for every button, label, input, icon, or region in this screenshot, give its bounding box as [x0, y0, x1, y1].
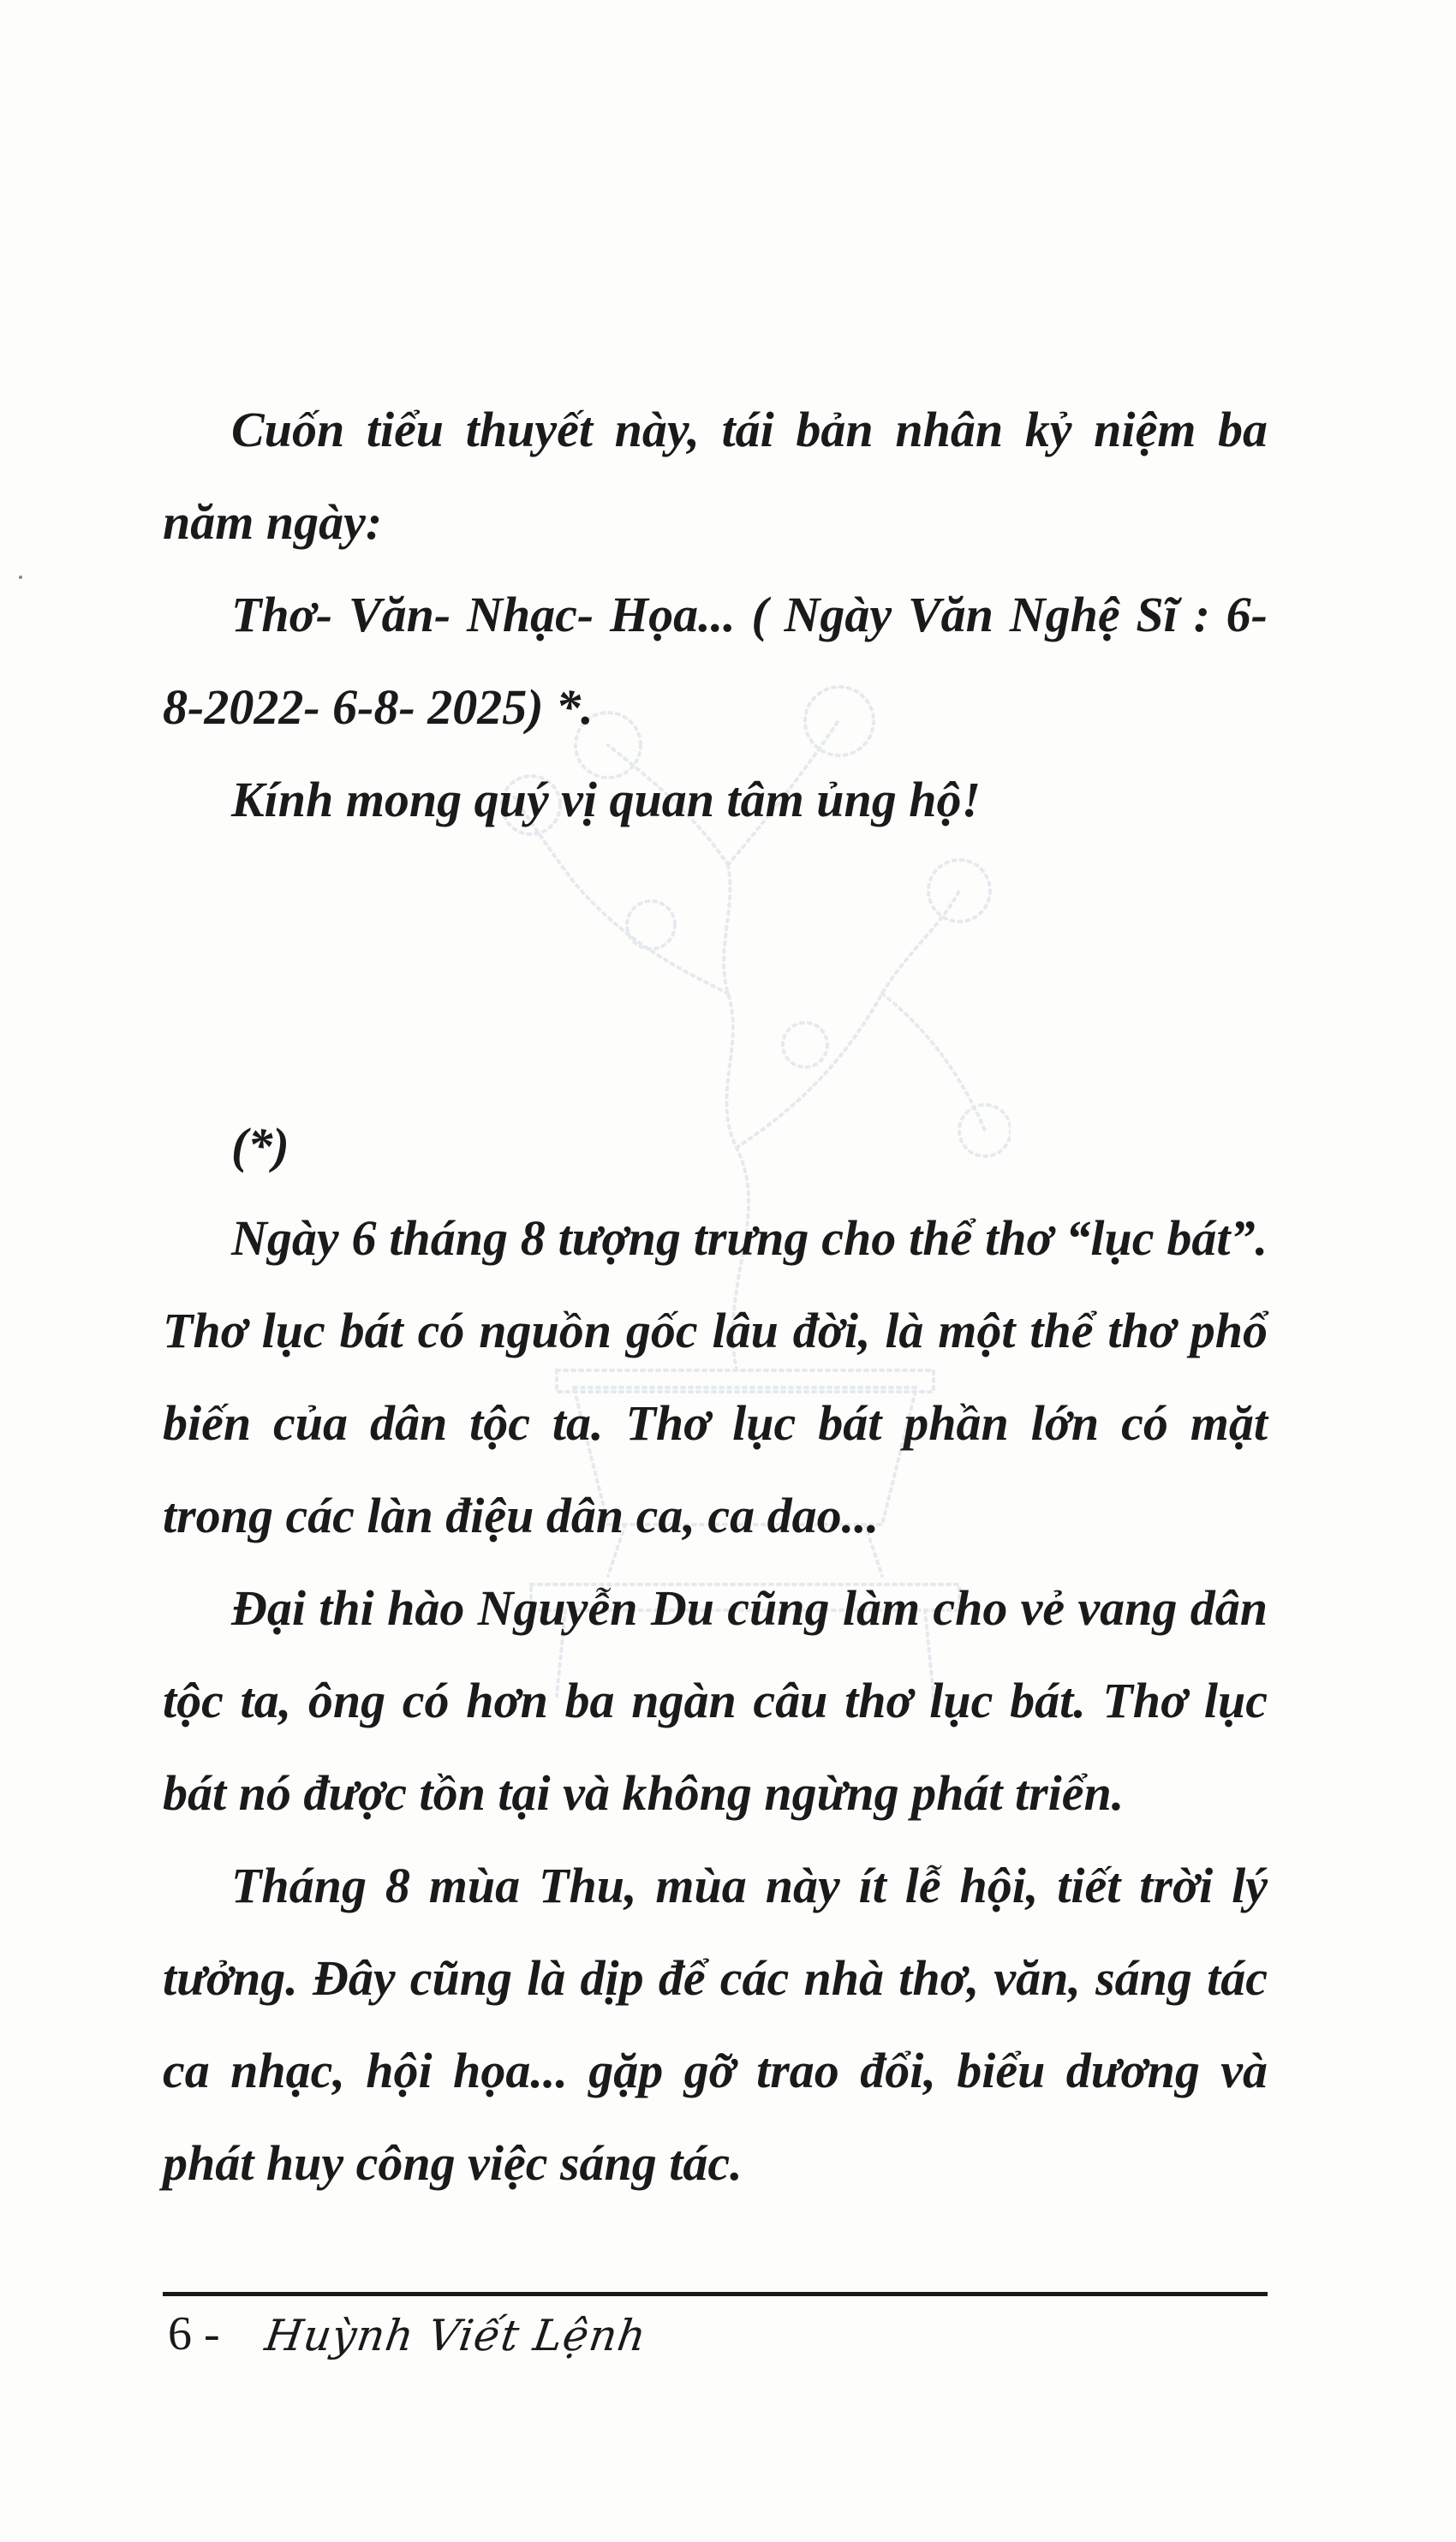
footnote-marker: (*) [231, 1118, 289, 1173]
footer-divider [163, 2292, 1268, 2296]
dedication-section [163, 384, 1268, 846]
footnote-section [163, 1100, 1268, 2210]
footnote-paragraph: Ngày 6 tháng 8 tượng trưng cho thể thơ “lục bát”. Thơ lục bát có nguồn gốc lâu đời, là một thể thơ phổ biến của dân tộc ta. Thơ lục bát phần lớn có mặt trong các làn điệu dân ca, ca dao... [163, 1210, 1268, 1543]
footnote-paragraph: Tháng 8 mùa Thu, mùa này ít lễ hội, tiết trời lý tưởng. Đây cũng là dịp để các nhà thơ, văn, sáng tác ca nhạc, hội họa... gặp gỡ trao đổi, biểu dương và phát huy công việc sáng tác. [163, 1858, 1268, 2191]
dedication-paragraph: Cuốn tiểu thuyết này, tái bản nhân kỷ niệm ba năm ngày: [163, 402, 1268, 550]
page-number: 6 - [168, 2307, 220, 2360]
dedication-paragraph: Kính mong quý vị quan tâm ủng hộ! [231, 772, 982, 827]
footnote-paragraph: Đại thi hào Nguyễn Du cũng làm cho vẻ vang dân tộc ta, ông có hơn ba ngàn câu thơ lục bát. Thơ lục bát nó được tồn tại và không ngừng phát triển. [163, 1580, 1268, 1821]
margin-speck [19, 576, 22, 579]
dedication-paragraph: Thơ- Văn- Nhạc- Họa... ( Ngày Văn Nghệ Sĩ : 6-8-2022- 6-8- 2025) *. [163, 587, 1268, 735]
author-name: Huỳnh Viết Lệnh [261, 2311, 650, 2360]
